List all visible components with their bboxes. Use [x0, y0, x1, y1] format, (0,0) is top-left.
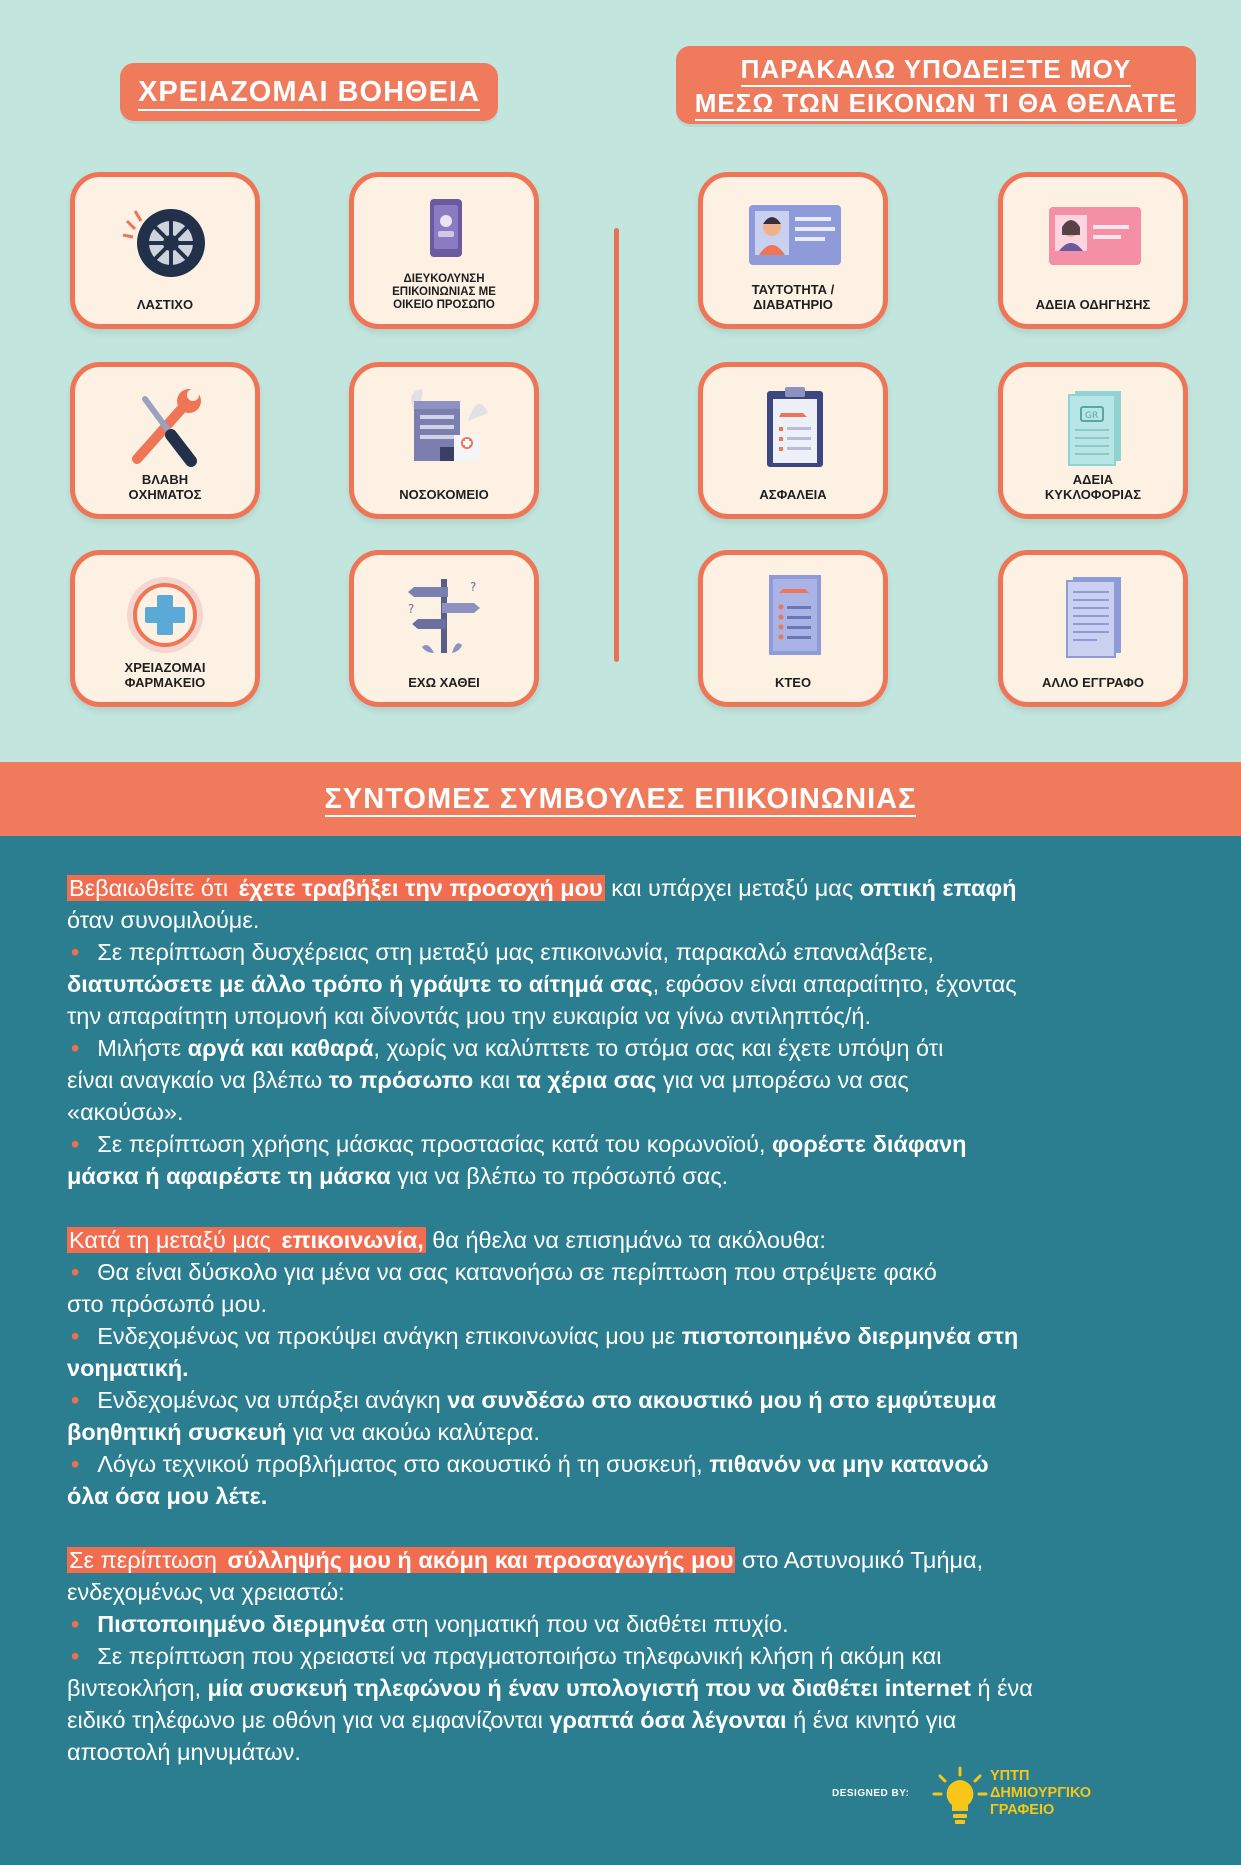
text-line — [67, 1416, 1207, 1448]
text-line — [67, 904, 1207, 936]
text-line — [67, 1384, 1207, 1416]
bold-text: φορέστε διάφανη — [772, 1131, 967, 1157]
card-hospital[interactable] — [349, 362, 539, 519]
card-label: ΝΟΣΟΚΟΜΕΙΟ — [399, 487, 489, 502]
bullet-icon: • — [71, 1259, 80, 1285]
plain-text: όταν συνομιλούμε. — [67, 907, 260, 933]
tips-banner: ΣΥΝΤΟΜΕΣ ΣΥΜΒΟΥΛΕΣ ΕΠΙΚΟΙΝΩΝΙΑΣ — [0, 762, 1241, 836]
documents-heading — [676, 46, 1196, 124]
card-label: ΑΛΛΟ ΕΓΓΡΑΦΟ — [1042, 675, 1144, 690]
bullet-icon: • — [71, 939, 80, 965]
card-vehicle-registration[interactable] — [998, 362, 1188, 519]
plain-text: αποστολή μηνυμάτων. — [67, 1739, 301, 1765]
svg-text:?: ? — [408, 602, 415, 616]
plain-text: , χωρίς να καλύπτετε το στόμα σας και έχετε υπόψη ότι — [373, 1035, 944, 1061]
svg-text:GR: GR — [1085, 411, 1099, 421]
bold-text: να συνδέσω στο ακουστικό μου ή στο εμφύτευμα — [447, 1387, 997, 1413]
highlighted-bold-text: έχετε τραβήξει την προσοχή μου — [238, 875, 603, 901]
text-line — [67, 1672, 1207, 1704]
bold-text: οπτική επαφή — [859, 875, 1017, 901]
text-line — [67, 1608, 1207, 1640]
documents-heading-line-2: ΜΕΣΩ ΤΩΝ ΕΙΚΟΝΩΝ ΤΙ ΘΑ ΘΕΛΑΤΕ — [695, 88, 1178, 121]
pharmacy-cross-icon — [115, 569, 215, 659]
text-line — [67, 1256, 1207, 1288]
text-line — [67, 1288, 1207, 1320]
plain-text: για να βλέπω το πρόσωπό σας. — [390, 1163, 729, 1189]
plain-text: για να ακούω καλύτερα. — [286, 1419, 540, 1445]
text-line — [67, 1096, 1207, 1128]
card-other-document[interactable] — [998, 550, 1188, 707]
plain-text: ή ένα — [970, 1675, 1033, 1701]
text-line — [67, 872, 1207, 904]
bullet-icon: • — [71, 1611, 80, 1637]
bullet-icon: • — [71, 1035, 80, 1061]
plain-text: Θα είναι δύσκολο για μένα να σας κατανοήσω σε περίπτωση που στρέψετε φακό — [97, 1259, 937, 1285]
highlighted-bold-text: επικοινωνία, — [281, 1227, 424, 1253]
card-label: ΑΣΦΑΛΕΙΑ — [759, 487, 827, 502]
card-label: ΕΧΩ ΧΑΘΕΙ — [408, 675, 480, 690]
plain-text: ενδεχομένως να χρειαστώ: — [67, 1579, 345, 1605]
card-contact-relative[interactable] — [349, 172, 539, 329]
card-id-passport[interactable] — [698, 172, 888, 329]
card-label: ΤΑΥΤΟΤΗΤΑ / ΔΙΑΒΑΤΗΡΙΟ — [751, 282, 835, 312]
bold-text: νοηματική. — [67, 1355, 189, 1381]
text-line — [67, 1704, 1207, 1736]
text-line — [67, 1224, 1207, 1256]
text-line — [67, 1576, 1207, 1608]
other-document-icon — [1043, 569, 1143, 659]
plain-text: στη νοηματική που να διαθέτει πτυχίο. — [385, 1611, 789, 1637]
card-pharmacy[interactable] — [70, 550, 260, 707]
text-line — [67, 1000, 1207, 1032]
card-label: ΚΤΕΟ — [774, 675, 812, 690]
bold-text: αργά και καθαρά — [187, 1035, 374, 1061]
documents-heading-line-1: ΠΑΡΑΚΑΛΩ ΥΠΟΔΕΙΞΤΕ ΜΟΥ — [741, 54, 1132, 87]
text-line — [67, 1544, 1207, 1576]
designed-by-label: DESIGNED BY: — [832, 1788, 910, 1799]
plain-text: ειδικό τηλέφωνο με οθόνη για να εμφανίζονται — [67, 1707, 550, 1733]
text-line — [67, 1480, 1207, 1512]
card-label: ΔΙΕΥΚΟΛΥΝΣΗ ΕΠΙΚΟΙΝΩΝΙΑΣ ΜΕ ΟΙΚΕΙΟ ΠΡΟΣΩΠΟ — [392, 273, 496, 311]
plain-text: είναι αναγκαίο να βλέπω — [67, 1067, 329, 1093]
driver-license-icon — [1043, 191, 1143, 281]
plain-text: βιντεοκλήση, — [67, 1675, 208, 1701]
plain-text: Σε περίπτωση δυσχέρειας στη μεταξύ μας επικοινωνία, παρακαλώ επαναλάβετε, — [97, 939, 934, 965]
bold-text: μία συσκευή τηλεφώνου ή έναν υπολογιστή που να διαθέτει internet — [207, 1675, 971, 1701]
plain-text: ή ένα κινητό για — [786, 1707, 957, 1733]
plain-text: στο πρόσωπό μου. — [67, 1291, 268, 1317]
text-line — [67, 1352, 1207, 1384]
text-line — [67, 1128, 1207, 1160]
plain-text: , εφόσον είναι απαραίτητο, έχοντας — [652, 971, 1017, 997]
plain-text: Σε περίπτωση χρήσης μάσκας προστασίας κατά του κορωνοϊού, — [97, 1131, 773, 1157]
insurance-clipboard-icon — [743, 381, 843, 471]
card-lost[interactable] — [349, 550, 539, 707]
paragraph-communication — [67, 1224, 1207, 1512]
tire-icon — [115, 191, 215, 281]
lightbulb-logo-icon — [932, 1766, 988, 1826]
highlighted-bold-text: σύλληψής μου ή ακόμη και προσαγωγής μου — [227, 1547, 734, 1573]
card-label: ΒΛΑΒΗ ΟΧΗΜΑΤΟΣ — [128, 472, 202, 502]
text-line — [67, 1736, 1207, 1768]
bullet-icon: • — [71, 1131, 80, 1157]
plain-text: «ακούσω». — [67, 1099, 184, 1125]
bold-text: γραπτά όσα λέγονται — [549, 1707, 787, 1733]
highlighted-text: Κατά τη μεταξύ μας — [69, 1227, 278, 1253]
bullet-icon: • — [71, 1451, 80, 1477]
plain-text: την απαραίτητη υπομονή και δίνοντάς μου την ευκαιρία να γίνω αντιληπτός/ή. — [67, 1003, 871, 1029]
plain-text: θα ήθελα να επισημάνω τα ακόλουθα: — [425, 1227, 826, 1253]
plain-text: Ενδεχομένως να προκύψει ανάγκη επικοινωνίας μου με — [97, 1323, 682, 1349]
bullet-icon: • — [71, 1643, 80, 1669]
highlighted-text: Βεβαιωθείτε ότι — [69, 875, 235, 901]
bold-text: όλα όσα μου λέτε. — [67, 1483, 268, 1509]
vehicle-registration-icon — [1043, 381, 1143, 471]
paragraph-arrest — [67, 1544, 1207, 1768]
ktel-checklist-icon — [743, 569, 843, 659]
logo-text: ΥΠΤΠ ΔΗΜΙΟΥΡΓΙΚΟ ΓΡΑΦΕΙΟ — [990, 1768, 1092, 1818]
text-line — [67, 1320, 1207, 1352]
bold-text: διατυπώσετε με άλλο τρόπο ή γράψτε το αίτημά σας — [67, 971, 653, 997]
bold-text: Πιστοποιημένο διερμηνέα — [97, 1611, 386, 1637]
card-tire[interactable] — [70, 172, 260, 329]
id-card-icon — [743, 191, 843, 281]
column-divider — [614, 228, 619, 662]
bold-text: τα χέρια σας — [516, 1067, 657, 1093]
bold-text: το πρόσωπο — [328, 1067, 474, 1093]
card-insurance[interactable] — [698, 362, 888, 519]
plain-text: Λόγω τεχνικού προβλήματος στο ακουστικό ή τη συσκευή, — [97, 1451, 710, 1477]
text-line — [67, 1064, 1207, 1096]
text-line — [67, 1640, 1207, 1672]
paragraph-attention — [67, 872, 1207, 1192]
wrench-screwdriver-icon — [115, 381, 215, 471]
card-driver-license[interactable] — [998, 172, 1188, 329]
card-vehicle-damage[interactable] — [70, 362, 260, 519]
text-line — [67, 936, 1207, 968]
svg-text:?: ? — [470, 580, 477, 594]
plain-text: Μιλήστε — [97, 1035, 188, 1061]
card-ktel[interactable] — [698, 550, 888, 707]
phone-contact-icon — [394, 191, 494, 281]
bold-text: πιστοποιημένο διερμηνέα στη — [681, 1323, 1019, 1349]
bullet-icon: • — [71, 1387, 80, 1413]
text-line — [67, 1032, 1207, 1064]
bold-text: πιθανόν να μην κατανοώ — [709, 1451, 989, 1477]
card-label: ΑΔΕΙΑ ΚΥΚΛΟΦΟΡΙΑΣ — [1044, 472, 1142, 502]
plain-text: και — [473, 1067, 517, 1093]
plain-text: και υπάρχει μεταξύ μας — [604, 875, 860, 901]
plain-text: για να μπορέσω να σας — [656, 1067, 909, 1093]
text-line — [67, 1160, 1207, 1192]
bullet-icon: • — [71, 1323, 80, 1349]
bold-text: βοηθητική συσκευή — [67, 1419, 287, 1445]
bold-text: μάσκα ή αφαιρέστε τη μάσκα — [67, 1163, 391, 1189]
text-line — [67, 1448, 1207, 1480]
help-heading: ΧΡΕΙΑΖΟΜΑΙ ΒΟΗΘΕΙΑ — [120, 63, 498, 121]
signpost-icon — [394, 569, 494, 659]
card-label: ΧΡΕΙΑΖΟΜΑΙ ΦΑΡΜΑΚΕΙΟ — [124, 660, 206, 690]
plain-text: Ενδεχομένως να υπάρξει ανάγκη — [97, 1387, 448, 1413]
highlighted-text: Σε περίπτωση — [69, 1547, 224, 1573]
card-label: ΛΑΣΤΙΧΟ — [136, 297, 194, 312]
plain-text: στο Αστυνομικό Τμήμα, — [735, 1547, 984, 1573]
hospital-icon — [394, 381, 494, 471]
text-line — [67, 968, 1207, 1000]
plain-text: Σε περίπτωση που χρειαστεί να πραγματοποιήσω τηλεφωνική κλήση ή ακόμη και — [97, 1643, 942, 1669]
card-label: ΑΔΕΙΑ ΟΔΗΓΗΣΗΣ — [1035, 297, 1151, 312]
